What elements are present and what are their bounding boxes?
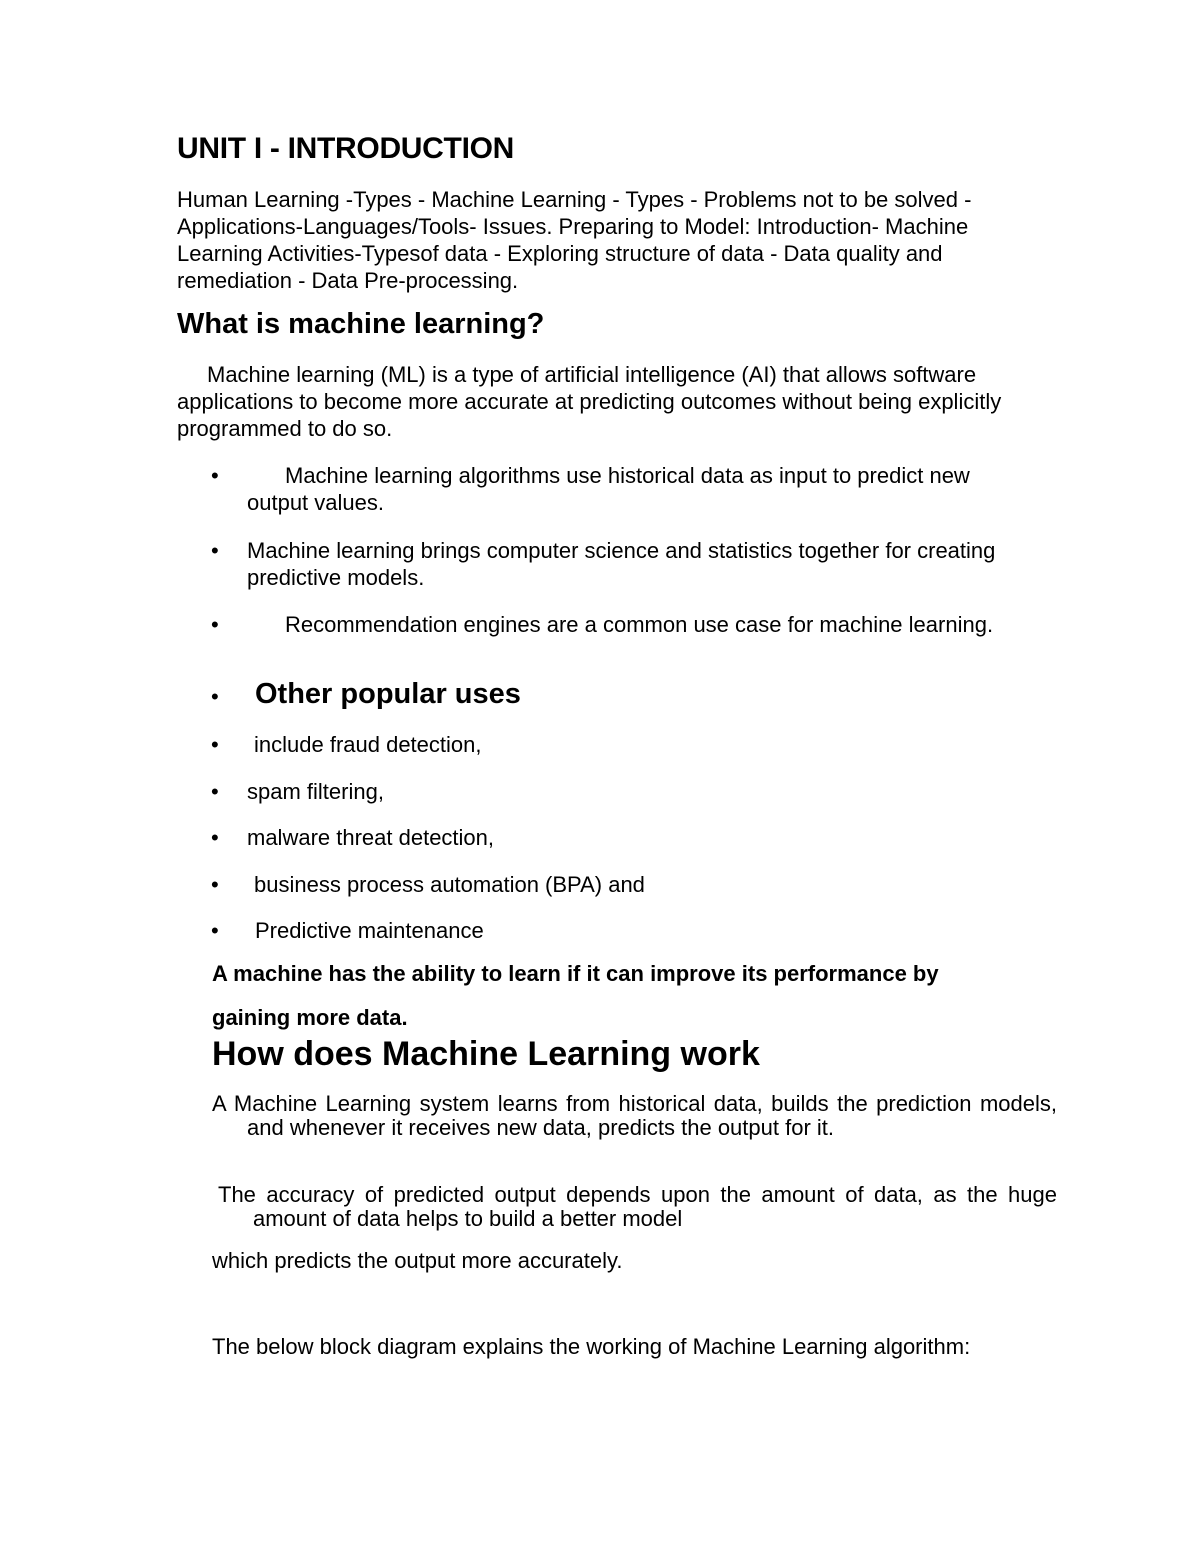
- list-item: Predictive maintenance: [255, 918, 484, 943]
- list-item-heading: Other popular uses: [255, 678, 521, 710]
- bullet-marker: •: [211, 825, 219, 850]
- diagram-intro-paragraph: The below block diagram explains the working of Machine Learning algorithm:: [212, 1334, 971, 1359]
- definition-paragraph: Machine learning (ML) is a type of artificial intelligence (AI) that allows software applications to become more accurate at predicting outcomes without being explicitly programmed to do so.: [177, 362, 1002, 441]
- list-item: Machine learning brings computer science and statistics together for creating predictive models.: [247, 538, 996, 590]
- list-item: business process automation (BPA) and: [254, 872, 645, 897]
- how-does-ml-work-heading: How does Machine Learning work: [212, 1035, 760, 1073]
- how-paragraph-2: The accuracy of predicted output depends upon the amount of data, as the huge amount of data helps to build a better model: [218, 1182, 1057, 1231]
- bold-statement-line-2: gaining more data.: [212, 1005, 408, 1030]
- how-paragraph-3: which predicts the output more accurately.: [212, 1248, 623, 1273]
- list-item: include fraud detection,: [254, 732, 482, 757]
- what-is-ml-heading: What is machine learning?: [177, 308, 545, 340]
- bullet-marker: •: [211, 684, 219, 709]
- bullet-marker: •: [211, 918, 219, 943]
- unit-heading: UNIT I - INTRODUCTION: [177, 132, 515, 165]
- bullet-marker: •: [211, 538, 219, 563]
- list-item: Machine learning algorithms use historical data as input to predict new output values.: [247, 463, 970, 515]
- bullet-marker: •: [211, 463, 219, 488]
- how-paragraph-1: A Machine Learning system learns from historical data, builds the prediction models, and whenever it receives new data, predicts the output for it.: [212, 1091, 1057, 1140]
- bold-statement-line-1: A machine has the ability to learn if it can improve its performance by: [212, 961, 939, 986]
- bullet-marker: •: [211, 732, 219, 757]
- intro-paragraph: Human Learning -Types - Machine Learning - Types - Problems not to be solved - Applications-Languages/Tools- Issues. Preparing to Model: Introduction- Machine Learning Activities-Typesof data - Exploring structure of data - Data quality and remediation - Data Pre-processing.: [177, 187, 972, 293]
- bullet-marker: •: [211, 612, 219, 637]
- list-item: spam filtering,: [247, 779, 384, 804]
- list-item: Recommendation engines are a common use case for machine learning.: [285, 612, 994, 637]
- bullet-marker: •: [211, 872, 219, 897]
- bullet-marker: •: [211, 779, 219, 804]
- list-item: malware threat detection,: [247, 825, 495, 850]
